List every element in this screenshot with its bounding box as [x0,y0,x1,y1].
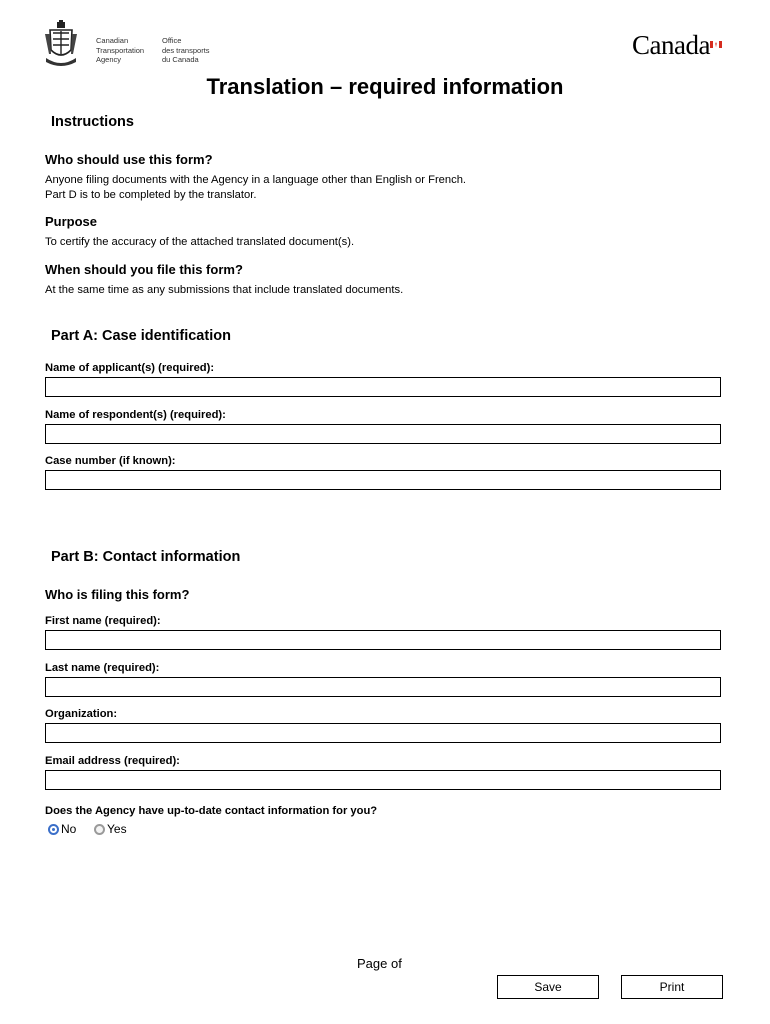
applicant-input[interactable] [45,377,721,397]
organization-label: Organization: [45,708,118,720]
organization-input[interactable] [45,723,721,743]
radio-no-checked-icon[interactable] [48,824,59,835]
radio-option-no[interactable] [48,822,76,836]
who-answer-2: Part D is to be completed by the translator. [45,189,257,201]
when-question: When should you file this form? [45,262,243,277]
agency-name-en: Canadian Transportation Agency [96,36,145,64]
case-number-input[interactable] [45,470,721,490]
respondent-label: Name of respondent(s) (required): [45,409,226,421]
last-name-label: Last name (required): [45,662,160,674]
radio-yes-unchecked-icon[interactable] [94,824,105,835]
case-number-label: Case number (if known): [45,455,176,467]
who-question: Who should use this form? [45,152,213,167]
first-name-label: First name (required): [45,615,161,627]
page-number: Page of [357,956,402,971]
page-title: Translation – required information [206,74,564,99]
save-button[interactable]: Save [497,975,599,999]
applicant-label: Name of applicant(s) (required): [45,362,215,374]
purpose-heading: Purpose [45,214,98,229]
radio-yes-label: Yes [107,822,127,836]
first-name-input[interactable] [45,630,721,650]
instructions-heading: Instructions [51,114,134,130]
part-a-heading: Part A: Case identification [51,328,231,344]
part-b-heading: Part B: Contact information [51,549,241,565]
who-answer-1: Anyone filing documents with the Agency in a language other than English or French. [45,174,467,186]
who-filing-question: Who is filing this form? [45,587,190,602]
contact-info-question: Does the Agency have up-to-date contact information for you? [45,805,378,817]
purpose-text: To certify the accuracy of the attached translated document(s). [45,236,355,248]
agency-name-fr: Office des transports du Canada [162,36,210,64]
radio-option-yes[interactable] [94,822,127,836]
respondent-input[interactable] [45,424,721,444]
last-name-input[interactable] [45,677,721,697]
when-answer: At the same time as any submissions that include translated documents. [45,284,404,296]
email-label: Email address (required): [45,755,180,767]
radio-no-label: No [61,822,77,836]
coat-of-arms-logo [44,20,78,70]
email-input[interactable] [45,770,721,790]
canada-wordmark: Canada [632,30,710,60]
flag-icon [710,35,722,42]
print-button[interactable]: Print [621,975,723,999]
